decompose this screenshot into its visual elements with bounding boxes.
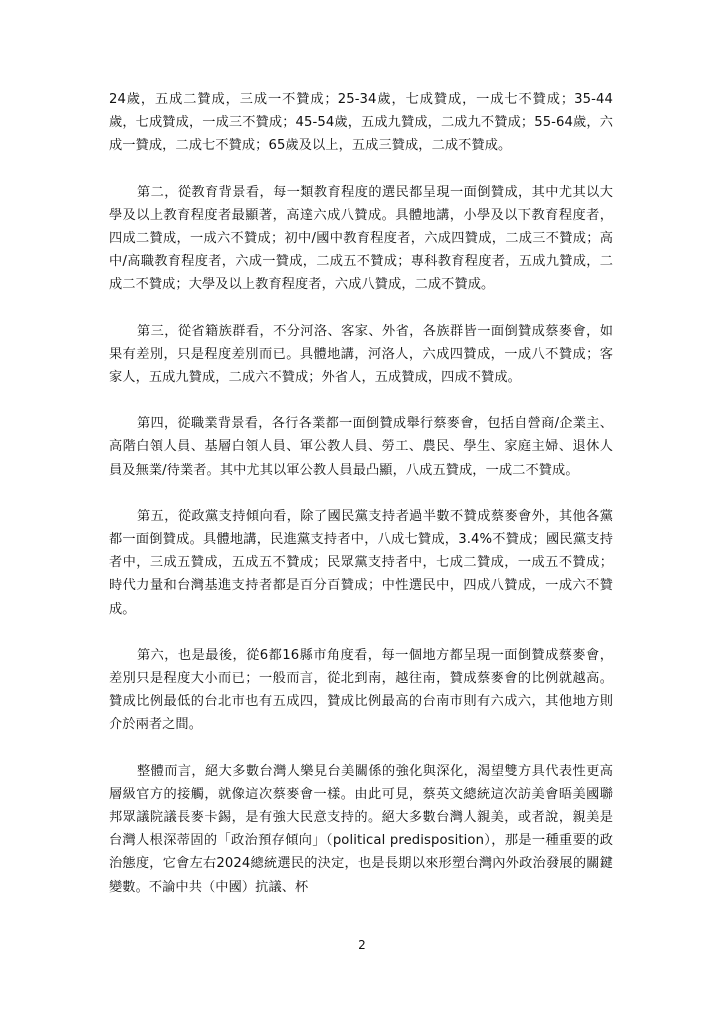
paragraph-ethnicity: 第三，從省籍族群看，不分河洛、客家、外省，各族群皆一面倒贊成蔡麥會，如果有差別，只是程度差別而已。具體地講，河洛人，六成四贊成，一成八不贊成；客家人，五成九贊成，二成六不贊成；外省人，五成贊成，四成不贊成。 — [109, 323, 613, 386]
paragraph-education: 第二，從教育背景看，每一類教育程度的選民都呈現一面倒贊成，其中尤其以大學及以上教育程度者最顯著，高達六成八贊成。具體地講，小學及以下教育程度者，四成二贊成，一成六不贊成；初中/國中教育程度者，六成四贊成，二成三不贊成；高中/高職教育程度者，六成一贊成，二成五不贊成；專科教育程度者，五成九贊成，二成二不贊成；大學及以上教育程度者，六成八贊成，二成不贊成。 — [109, 184, 613, 293]
paragraph-party: 第五，從政黨支持傾向看，除了國民黨支持者過半數不贊成蔡麥會外，其他各黨都一面倒贊成。具體地講，民進黨支持者中，八成七贊成，3.4%不贊成；國民黨支持者中，三成五贊成，五成五不贊成；民眾黨支持者中，七成二贊成，一成五不贊成；時代力量和台灣基進支持者都是百分百贊成；中性選民中，四成八贊成，一成六不贊成。 — [109, 508, 613, 617]
paragraph-age-breakdown: 24歲，五成二贊成，三成一不贊成；25-34歲，七成贊成，一成七不贊成；35-44歲，七成贊成，一成三不贊成；45-54歲，五成九贊成，二成九不贊成；55-64歲，六成一贊成，二成七不贊成；65歲及以上，五成三贊成，二成不贊成。 — [109, 92, 613, 154]
paragraph-occupation: 第四，從職業背景看，各行各業都一面倒贊成舉行蔡麥會，包括自營商/企業主、高階白領人員、基層白領人員、軍公教人員、勞工、農民、學生、家庭主婦、退休人員及無業/待業者。其中尤其以軍公教人員最凸顯，八成五贊成，一成二不贊成。 — [109, 416, 613, 478]
paragraph-region: 第六，也是最後，從6都16縣市角度看，每一個地方都呈現一面倒贊成蔡麥會，差別只是程度大小而已；一般而言，從北到南，越往南，贊成蔡麥會的比例就越高。贊成比例最低的台北市也有五成四，贊成比例最高的台南市則有六成六，其他地方則介於兩者之間。 — [109, 647, 613, 733]
document-body — [109, 88, 613, 922]
paragraph-conclusion: 整體而言，絕大多數台灣人樂見台美關係的強化與深化，渴望雙方具代表性更高層級官方的接觸，就像這次蔡麥會一樣。由此可見，蔡英文總統這次訪美會晤美國聯邦眾議院議長麥卡錫，是有強大民意支持的。絕大多數台灣人親美，或者說，親美是台灣人根深蒂固的「政治預存傾向」（political predisposition），那是一種重要的政治態度，它會左右2024總統選民的決定，也是長期以來形塑台灣內外政治發展的關鍵變數。不論中共（中國）抗議、杯 — [109, 763, 613, 895]
page-number: 2 — [358, 938, 366, 952]
